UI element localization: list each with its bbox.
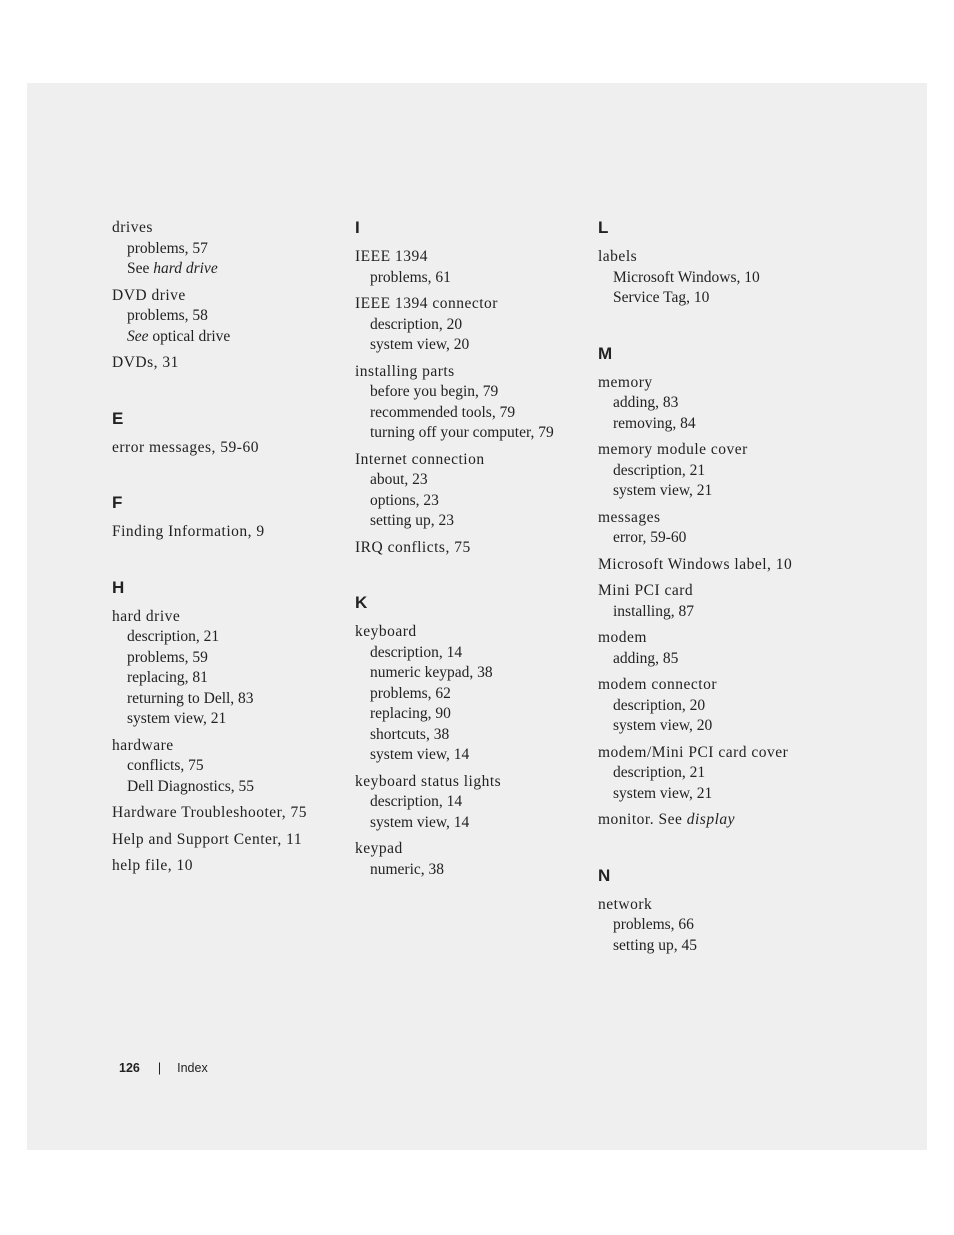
entry-term: network: [598, 895, 653, 913]
entry-mini-pci-card: [598, 581, 838, 622]
entry-subterm: description, 14: [370, 643, 463, 661]
index-page: [27, 83, 927, 1150]
entry-term: keypad: [355, 840, 403, 857]
entry-term: hardware: [112, 736, 174, 754]
entry-finding-information: [112, 522, 352, 543]
entry-subterm: about, 23: [370, 471, 428, 488]
entry-term: Microsoft Windows label, 10: [598, 555, 793, 573]
entry-modem-connector: [598, 675, 838, 737]
see-label: See: [127, 260, 150, 277]
entry-help-file: [112, 856, 352, 877]
entry-ieee-1394-connector: [355, 294, 595, 356]
entry-term: messages: [598, 508, 661, 526]
entry-memory-module-cover: [598, 440, 838, 502]
entry-subterm: turning off your computer, 79: [370, 424, 554, 441]
index-column-2: [355, 218, 595, 886]
entry-term: installing parts: [355, 362, 455, 380]
entry-hardware: [112, 736, 352, 798]
entry-term: hard drive: [112, 607, 181, 625]
entry-term: memory: [598, 373, 653, 391]
entry-term: help file, 10: [112, 857, 193, 874]
entry-subterm: description, 20: [370, 315, 463, 333]
entry-subterm: description, 21: [127, 628, 220, 645]
section-letter-k: K: [355, 593, 368, 612]
entry-messages: [598, 508, 838, 549]
entry-keypad: [355, 839, 595, 880]
entry-subterm: removing, 84: [613, 414, 696, 432]
entry-subterm: setting up, 23: [370, 512, 454, 529]
entry-network: [598, 895, 838, 957]
entry-term: Mini PCI card: [598, 582, 694, 599]
entry-subterm: system view, 14: [370, 813, 470, 831]
entry-see-reference: [112, 327, 352, 348]
entry-subterm: Microsoft Windows, 10: [613, 268, 760, 286]
entry-term: keyboard: [355, 623, 417, 640]
entry-subterm: problems, 62: [370, 684, 451, 702]
entry-subterm: problems, 61: [370, 268, 451, 286]
entry-term: IRQ conflicts, 75: [355, 538, 471, 556]
entry-subterm: problems, 58: [127, 307, 208, 324]
entry-subterm: adding, 85: [613, 649, 679, 667]
entry-see-reference: [112, 259, 352, 280]
entry-term: labels: [598, 248, 638, 265]
section-letter-m: M: [598, 343, 613, 363]
entry-ieee-1394: [355, 247, 595, 288]
entry-subterm: system view, 21: [613, 784, 713, 802]
entry-subterm: options, 23: [370, 491, 439, 509]
entry-hardware-troubleshooter: [112, 803, 352, 824]
entry-subterm: numeric keypad, 38: [370, 664, 493, 681]
entry-internet-connection: [355, 450, 595, 532]
entry-subterm: problems, 66: [613, 916, 694, 933]
entry-installing-parts: [355, 362, 595, 444]
entry-drives: [112, 218, 352, 280]
see-target: display: [686, 811, 736, 828]
footer-separator: |: [157, 1061, 162, 1075]
entry-subterm: error, 59-60: [613, 529, 687, 546]
section-letter-l: L: [598, 218, 609, 237]
page-footer: [119, 1061, 208, 1075]
entry-keyboard: [355, 622, 595, 766]
entry-term: DVDs, 31: [112, 354, 179, 371]
entry-term: modem connector: [598, 676, 717, 693]
entry-term: [598, 810, 838, 831]
index-column-1: [112, 218, 352, 883]
entry-dvd-drive: [112, 286, 352, 348]
entry-term: IEEE 1394: [355, 248, 428, 265]
entry-subterm: description, 20: [613, 696, 706, 714]
entry-subterm: description, 21: [613, 764, 706, 781]
entry-term: error messages, 59-60: [112, 438, 259, 456]
entry-term: Finding Information, 9: [112, 523, 265, 540]
section-letter-n: N: [598, 865, 611, 885]
entry-term: modem: [598, 629, 647, 646]
footer-section-name: Index: [177, 1061, 208, 1075]
entry-term: Internet connection: [355, 450, 485, 468]
entry-subterm: returning to Dell, 83: [127, 689, 254, 707]
entry-subterm: numeric, 38: [370, 860, 445, 878]
entry-term: modem/Mini PCI card cover: [598, 743, 789, 761]
index-column-3: [598, 218, 838, 962]
entry-microsoft-windows-label: [598, 555, 838, 576]
entry-term: keyboard status lights: [355, 772, 502, 790]
entry-subterm: installing, 87: [613, 602, 694, 620]
page-number: 126: [119, 1061, 140, 1075]
entry-subterm: description, 14: [370, 793, 463, 810]
entry-modem-mini-pci-card-cover: [598, 743, 838, 805]
entry-term: IEEE 1394 connector: [355, 295, 498, 312]
see-target: optical drive: [152, 327, 231, 345]
entry-term: Hardware Troubleshooter, 75: [112, 804, 307, 821]
entry-subterm: problems, 59: [127, 648, 208, 666]
entry-subterm: description, 21: [613, 461, 706, 479]
see-label: See: [127, 327, 149, 345]
entry-subterm: shortcuts, 38: [370, 725, 450, 743]
entry-subterm: adding, 83: [613, 394, 679, 411]
entry-subterm: setting up, 45: [613, 936, 697, 954]
entry-subterm: replacing, 81: [127, 669, 208, 686]
entry-hard-drive: [112, 607, 352, 730]
entry-subterm: replacing, 90: [370, 705, 451, 722]
entry-subterm: before you begin, 79: [370, 383, 499, 400]
entry-subterm: problems, 57: [127, 239, 208, 257]
entry-error-messages: [112, 438, 352, 459]
entry-subterm: Service Tag, 10: [613, 289, 710, 306]
entry-term: Help and Support Center, 11: [112, 830, 303, 848]
entry-modem: [598, 628, 838, 669]
entry-keyboard-status-lights: [355, 772, 595, 834]
entry-monitor: [598, 810, 838, 831]
entry-subterm: system view, 21: [127, 710, 227, 727]
section-letter-f: F: [112, 493, 123, 512]
entry-help-support-center: [112, 830, 352, 851]
see-target: hard drive: [153, 260, 218, 277]
entry-subterm: system view, 20: [613, 717, 713, 734]
entry-irq-conflicts: [355, 538, 595, 559]
entry-subterm: conflicts, 75: [127, 757, 204, 774]
section-letter-i: I: [355, 218, 360, 237]
entry-memory: [598, 373, 838, 435]
entry-term: memory module cover: [598, 441, 748, 458]
entry-subterm: system view, 20: [370, 336, 470, 353]
entry-term: DVD drive: [112, 286, 186, 304]
section-letter-e: E: [112, 408, 124, 428]
entry-term-text: monitor. See: [598, 811, 683, 828]
entry-subterm: Dell Diagnostics, 55: [127, 777, 254, 795]
section-letter-h: H: [112, 577, 125, 597]
entry-subterm: recommended tools, 79: [370, 403, 516, 421]
entry-labels: [598, 247, 838, 309]
entry-term: drives: [112, 219, 153, 236]
entry-subterm: system view, 21: [613, 482, 713, 499]
entry-dvds: [112, 353, 352, 374]
entry-subterm: system view, 14: [370, 746, 470, 763]
